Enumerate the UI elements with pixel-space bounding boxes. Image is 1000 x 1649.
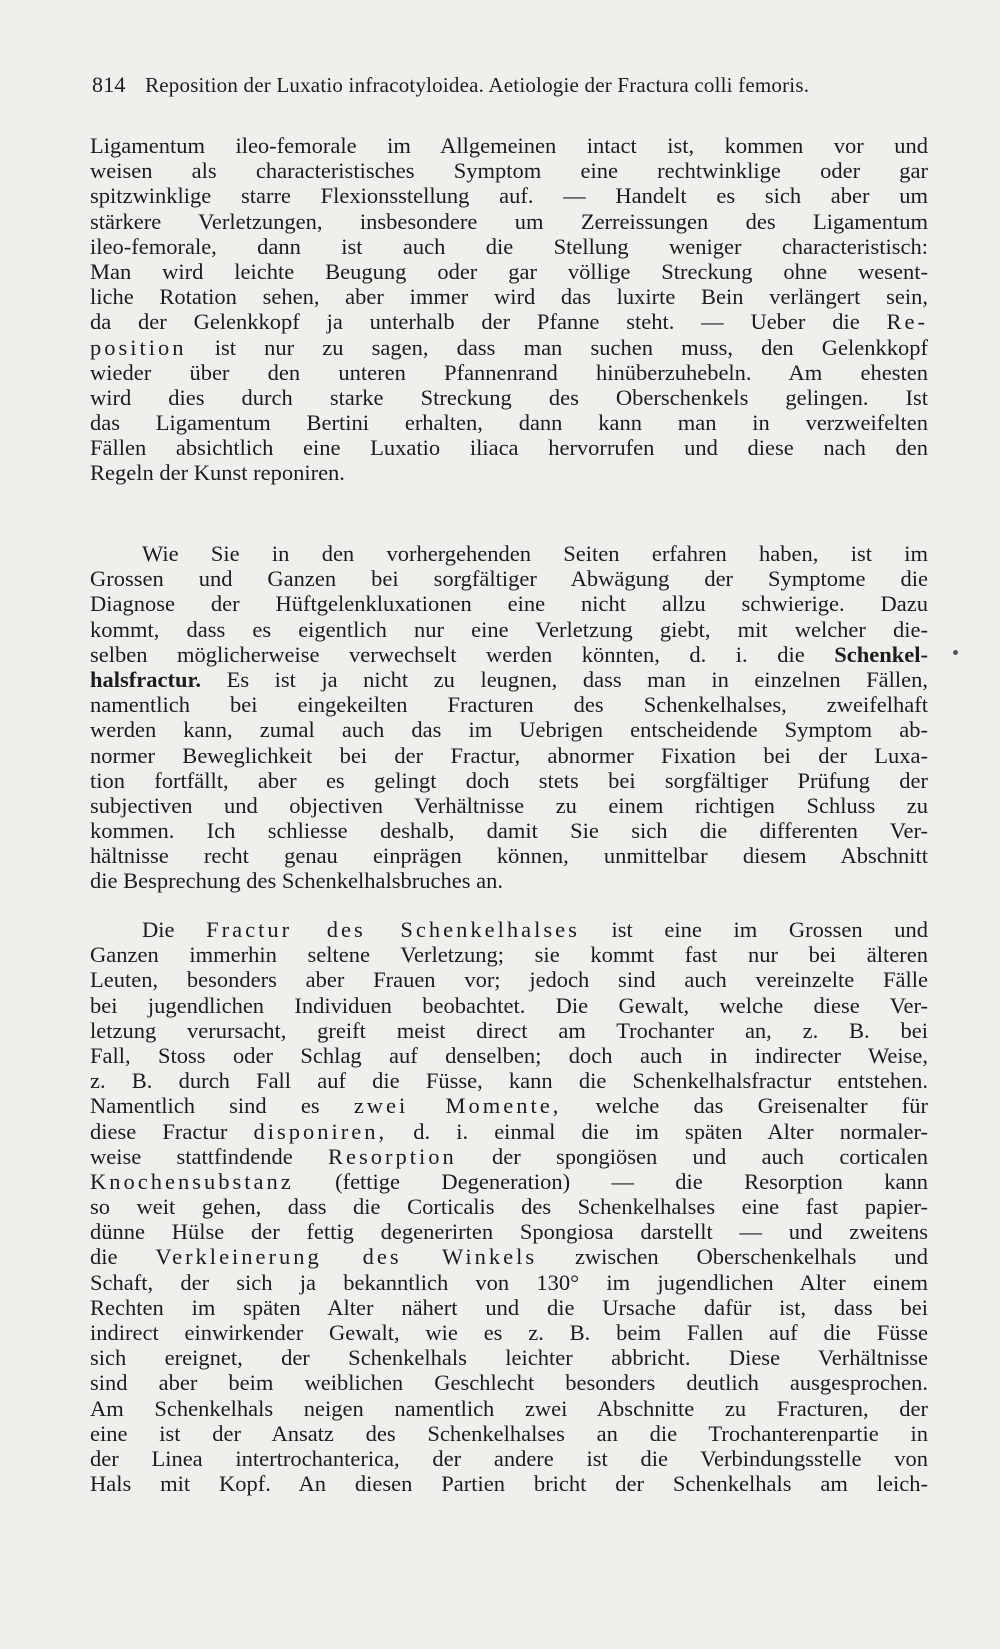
text-line: Regeln der Kunst reponiren. [90, 460, 345, 486]
text-line [90, 1093, 928, 1118]
text-run: Die [142, 917, 175, 942]
text-line: Grossen und Ganzen bei sorgfältiger Abwägung der Symptome die [90, 566, 928, 592]
text-run: der spongiösen und auch corticalen [492, 1143, 929, 1169]
text-line: das Ligamentum Bertini erhalten, dann kann man in verzweifelten [90, 410, 928, 436]
text-line: weisen als characteristisches Symptom eine rechtwinklige oder gar [90, 158, 928, 184]
text-line: liche Rotation sehen, aber immer wird das luxirte Bein verlängert sein, [90, 284, 928, 310]
text-line: dünne Hülse der fettig degenerirten Spongiosa darstellt — und zweitens [90, 1219, 928, 1245]
text-line: subjectiven und objectiven Verhältnisse zu einem richtigen Schluss zu [90, 792, 928, 818]
text-line: der Linea intertrochanterica, der andere ist die Verbindungsstelle von [90, 1445, 928, 1471]
spaced-emphasis: Resorption [328, 1143, 457, 1169]
page-number: 814 [92, 72, 126, 97]
text-line [90, 917, 928, 942]
spaced-emphasis: Fractur des Schenkelhalses [206, 917, 580, 942]
text-line: letzung verursacht, greift meist direct am Trochanter an, z. B. bei [90, 1017, 928, 1043]
text-run: Es ist ja nicht zu leugnen, dass man in einzelnen Fällen, [226, 666, 928, 692]
spaced-emphasis: Verkleinerung des Winkels [155, 1244, 538, 1270]
text-run: selben möglicherweise verwechselt werden könnten, d. i. die [90, 641, 805, 667]
text-line: Am Schenkelhals neigen namentlich zwei Abschnitte zu Fracturen, der [90, 1395, 928, 1421]
text-run: diese Fractur [90, 1118, 228, 1144]
spaced-emphasis: position [90, 334, 187, 360]
text-line [90, 642, 928, 667]
text-line: Ligamentum ileo-femorale im Allgemeinen intact ist, kommen vor und [90, 133, 928, 158]
text-line [90, 1169, 928, 1194]
text-run: weise stattfindende [90, 1143, 293, 1169]
text-line: Fall, Stoss oder Schlag auf denselben; doch auch in indirecter Weise, [90, 1042, 928, 1068]
text-run: d. i. einmal die im späten Alter normaler- [413, 1118, 928, 1144]
text-line: eine ist der Ansatz des Schenkelhalses an die Trochanterenpartie in [90, 1420, 928, 1446]
text-line: sind aber beim weiblichen Geschlecht besonders deutlich ausgesprochen. [90, 1370, 928, 1396]
text-run: ist nur zu sagen, dass man suchen muss, den Gelenkkopf [214, 334, 929, 360]
text-line: z. B. durch Fall auf die Füsse, kann die Schenkelhalsfractur entstehen. [90, 1068, 928, 1094]
spaced-emphasis: Knochensubstanz [90, 1168, 294, 1194]
text-line: hältnisse recht genau einprägen können, unmittelbar diesem Abschnitt [90, 843, 928, 869]
text-line: Fällen absichtlich eine Luxatio iliaca hervorrufen und diese nach den [90, 435, 928, 461]
text-line [90, 1119, 928, 1144]
text-run: (fettige Degeneration) — die Resorption kann [335, 1168, 928, 1194]
text-line: die Besprechung des Schenkelhalsbruches an. [90, 868, 503, 894]
running-title: Reposition der Luxatio infracotyloidea. Aetiologie der Fractura colli femoris. [145, 73, 810, 97]
text-run: welche das Greisenalter für [595, 1093, 929, 1119]
text-line: indirect einwirkender Gewalt, wie es z. B. beim Fallen auf die Füsse [90, 1320, 928, 1345]
text-line: Rechten im späten Alter nähert und die Ursache dafür ist, dass bei [90, 1294, 928, 1320]
bold-term: halsfractur. [90, 666, 202, 692]
margin-mark [953, 650, 958, 655]
text-line [90, 309, 928, 334]
spaced-emphasis: disponiren, [253, 1118, 388, 1144]
text-line [90, 667, 928, 692]
text-line: namentlich bei eingekeilten Fracturen des Schenkelhalses, zweifelhaft [90, 692, 928, 718]
text-run: ist eine im Grossen und [611, 917, 928, 942]
text-line: sich ereignet, der Schenkelhals leichter abbricht. Diese Verhältnisse [90, 1345, 928, 1371]
spaced-emphasis: Re- [886, 309, 929, 335]
text-run: da der Gelenkkopf ja unterhalb der Pfanne steht. — Ueber die [90, 309, 860, 335]
text-line: kommt, dass es eigentlich nur eine Verletzung giebt, mit welcher die- [90, 616, 928, 642]
text-line: ileo-femorale, dann ist auch die Stellung weniger characteristisch: [90, 233, 928, 259]
text-line: werden kann, zumal auch das im Uebrigen entscheidende Symptom ab- [90, 717, 928, 743]
spaced-emphasis: zwei Momente, [353, 1093, 562, 1119]
text-line: wird dies durch starke Streckung des Oberschenkels gelingen. Ist [90, 384, 928, 410]
text-line: Hals mit Kopf. An diesen Partien bricht der Schenkelhals am leich- [90, 1471, 928, 1497]
text-line: Leuten, besonders aber Frauen vor; jedoch sind auch vereinzelte Fälle [90, 967, 928, 993]
text-run: die [90, 1244, 118, 1270]
text-line: tion fortfällt, aber es gelingt doch stets bei sorgfältiger Prüfung der [90, 767, 928, 793]
running-header [92, 72, 922, 98]
text-line [90, 1144, 928, 1169]
paragraph-2 [90, 541, 928, 894]
text-line: Ganzen immerhin seltene Verletzung; sie kommt fast nur bei älteren [90, 942, 928, 968]
text-line: wieder über den unteren Pfannenrand hinüberzuhebeln. Am ehesten [90, 359, 928, 385]
text-line [90, 335, 928, 360]
text-run: zwischen Oberschenkelhals und [574, 1244, 928, 1270]
text-line: Schaft, der sich ja bekanntlich von 130° im jugendlichen Alter einem [90, 1269, 928, 1295]
text-line [90, 1244, 928, 1269]
text-line: spitzwinklige starre Flexionsstellung auf. — Handelt es sich aber um [90, 183, 928, 209]
text-line: Wie Sie in den vorhergehenden Seiten erfahren haben, ist im [142, 541, 928, 566]
text-line: Man wird leichte Beugung oder gar völlige Streckung ohne wesent- [90, 258, 928, 284]
bold-term: Schenkel- [834, 641, 929, 667]
text-run: Namentlich sind es [90, 1093, 320, 1119]
text-line: so weit gehen, dass die Corticalis des Schenkelhalses eine fast papier- [90, 1194, 928, 1220]
text-line: Diagnose der Hüftgelenkluxationen eine nicht allzu schwierige. Dazu [90, 591, 928, 617]
paragraph-3 [90, 917, 928, 1496]
paragraph-1 [90, 133, 928, 486]
text-line: kommen. Ich schliesse deshalb, damit Sie sich die differenten Ver- [90, 818, 928, 844]
text-line: normer Beweglichkeit bei der Fractur, abnormer Fixation bei der Luxa- [90, 742, 928, 768]
text-line: stärkere Verletzungen, insbesondere um Zerreissungen des Ligamentum [90, 208, 928, 234]
text-line: bei jugendlichen Individuen beobachtet. Die Gewalt, welche diese Ver- [90, 992, 928, 1018]
